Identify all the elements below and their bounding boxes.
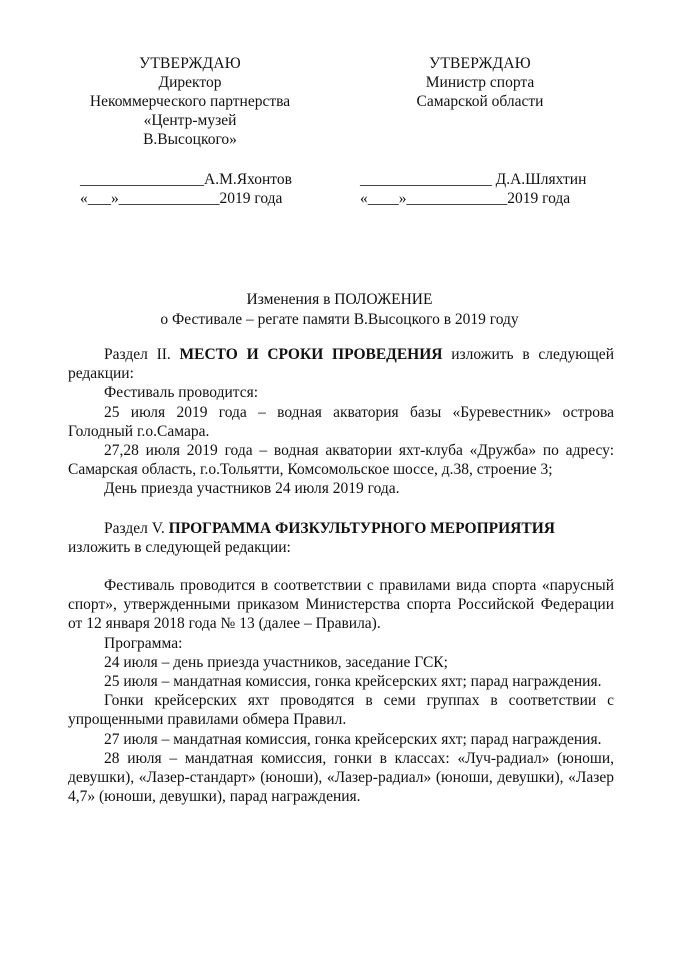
paragraph: 25 июля 2019 года – водная акватория базы «Буревестник» острова Голодный г.о.Самара. <box>68 403 614 440</box>
section-5-intro-cont: изложить в следующей редакции: <box>68 538 291 556</box>
paragraph: 25 июля – мандатная комиссия, гонка крейсерских яхт; парад награждения. <box>104 673 602 691</box>
approval-line: Самарской области <box>416 93 544 110</box>
paragraph: Фестиваль проводится: <box>104 384 259 402</box>
section-5-heading: ПРОГРАММА ФИЗКУЛЬТУРНОГО МЕРОПРИЯТИЯ <box>168 519 555 537</box>
section-2-heading: МЕСТО И СРОКИ ПРОВЕДЕНИЯ <box>179 346 443 363</box>
section-5-intro <box>68 519 614 538</box>
paragraph: Фестиваль проводится в соответствии с правилами вида спорта «парусный спорт», утвержденными приказом Министерства спорта Российской Федерации от 12 января 2018 года № 13 (далее – Правила). <box>68 577 614 633</box>
signature-line: ________________А.М.Яхонтов <box>80 171 292 188</box>
approval-heading: УТВЕРЖДАЮ <box>429 55 531 72</box>
title-line-1: Изменения в ПОЛОЖЕНИЕ <box>246 291 433 308</box>
section-5-prefix: Раздел V. <box>104 519 169 537</box>
paragraph: 28 июля – мандатная комиссия, гонки в классах: «Луч-радиал» (юноши, девушки), «Лазер-стандарт» (юноши), «Лазер-радиал» (юноши, девушки), «Лазер 4,7» (юноши, девушки), парад награждения. <box>68 749 614 806</box>
document-body <box>68 345 614 806</box>
document-title <box>0 290 679 330</box>
approval-line: Директор <box>158 74 222 91</box>
date-line: «____»_____________2019 года <box>360 190 571 207</box>
approval-line: Некоммерческого партнерства <box>89 93 291 110</box>
paragraph: Гонки крейсерских яхт проводятся в семи группах в соответствии с упрощенными правилами обмера Правил. <box>68 692 614 729</box>
approval-line: «Центр-музей <box>143 112 237 129</box>
paragraph: День приезда участников 24 июля 2019 года. <box>104 480 400 498</box>
paragraph: 27,28 июля 2019 года – водная акватории яхт-клуба «Дружба» по адресу: Самарская область, г.о.Тольятти, Комсомольское шоссе, д.38, строение 3; <box>68 442 614 479</box>
section-2-suffix: изложить в следующей редакции: <box>68 346 614 383</box>
signature-line: _________________ Д.А.Шляхтин <box>360 171 587 188</box>
approval-line: Министр спорта <box>425 74 535 91</box>
approval-block-director <box>60 54 320 149</box>
title-line-2: о Фестивале – регате памяти В.Высоцкого в 2019 году <box>160 311 519 328</box>
paragraph: 27 июля – мандатная комиссия, гонка крейсерских яхт; парад награждения. <box>104 730 602 748</box>
paragraph: Программа: <box>104 634 183 652</box>
section-2-intro <box>68 345 614 383</box>
paragraph: 24 июля – день приезда участников, заседание ГСК; <box>104 653 448 671</box>
date-line: «___»_____________2019 года <box>80 190 283 207</box>
signature-block-minister <box>360 170 586 208</box>
signature-block-director <box>80 170 292 208</box>
section-2-prefix: Раздел II. <box>104 346 180 363</box>
approval-line: В.Высоцкого» <box>143 131 237 148</box>
approval-block-minister <box>345 54 615 111</box>
approval-heading: УТВЕРЖДАЮ <box>139 55 241 72</box>
